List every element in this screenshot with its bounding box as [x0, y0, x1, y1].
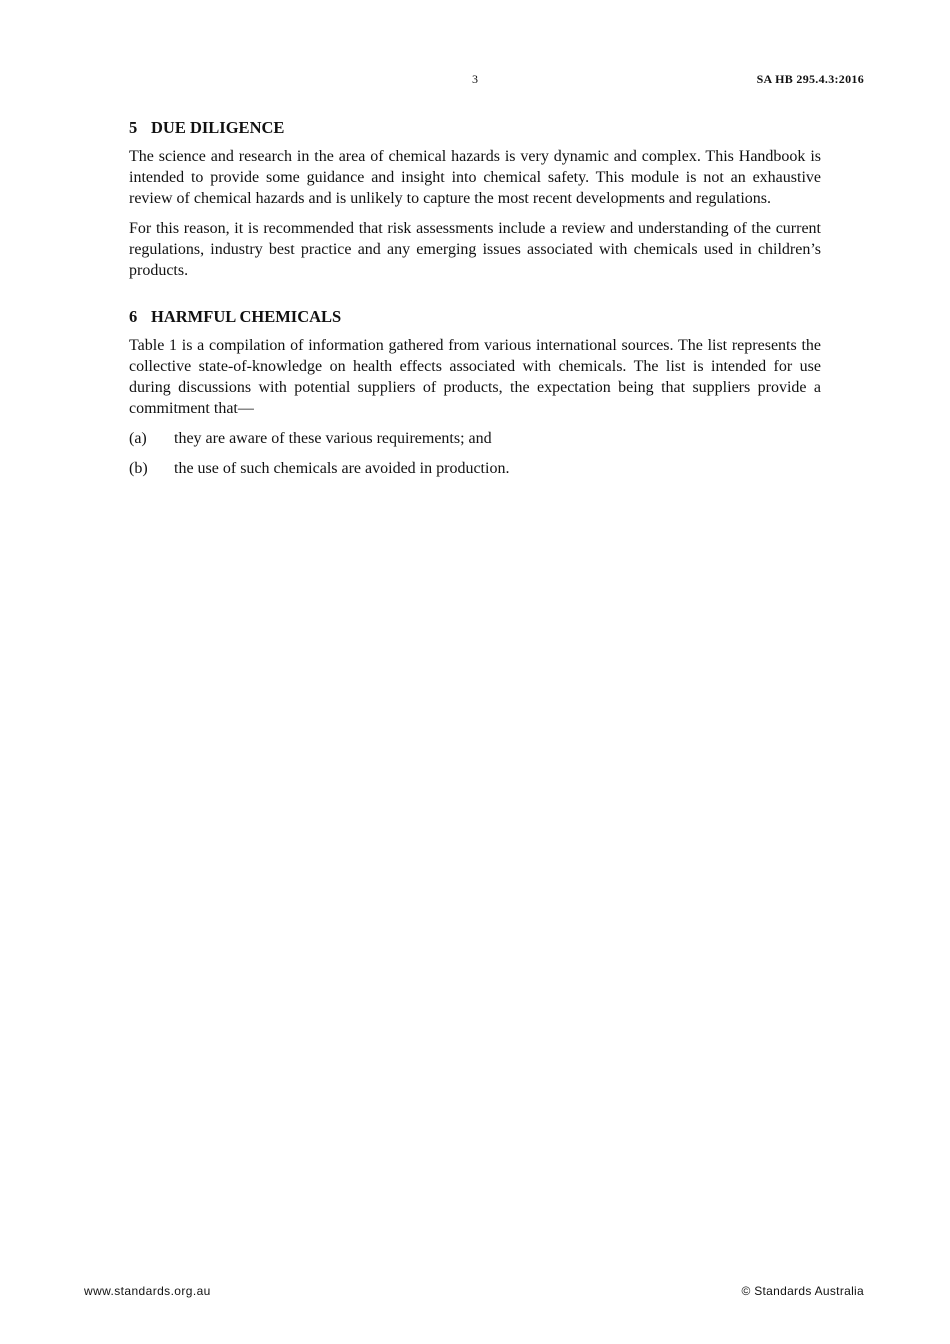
list-marker: (b): [129, 460, 148, 477]
footer-website-link[interactable]: www.standards.org.au: [84, 1284, 211, 1298]
document-code: SA HB 295.4.3:2016: [756, 72, 864, 86]
list-item: [129, 428, 821, 449]
section-number: 5: [129, 118, 138, 137]
paragraph: Table 1 is a compilation of information gathered from various international sources. The list represents the collective state-of-knowledge on health effects associated with chemicals. The list is intended for use during discussions with potential suppliers of products, the expectation being that suppliers provide a commitment that—: [129, 337, 821, 417]
list-marker: (a): [129, 430, 147, 447]
list-text: the use of such chemicals are avoided in production.: [174, 460, 510, 477]
paragraph: The science and research in the area of chemical hazards is very dynamic and complex. This Handbook is intended to provide some guidance and insight into chemical safety. This module is not an exhaustive review of chemical hazards and is unlikely to capture the most recent developments and regulations.: [129, 148, 821, 207]
page-number: 3: [472, 72, 478, 86]
section-number: 6: [129, 307, 138, 326]
footer-copyright: © Standards Australia: [741, 1284, 864, 1298]
paragraph: For this reason, it is recommended that risk assessments include a review and understanding of the current regulations, industry best practice and any emerging issues associated with chemicals used in children’s products.: [129, 220, 821, 279]
section-5-heading: [129, 118, 821, 138]
section-title: HARMFUL CHEMICALS: [151, 307, 342, 326]
section-6-heading: [129, 307, 821, 327]
list-item: [129, 458, 821, 479]
list-text: they are aware of these various requirements; and: [174, 430, 492, 447]
section-spacer: [129, 290, 821, 307]
section-title: DUE DILIGENCE: [151, 118, 285, 137]
document-body: [129, 118, 821, 488]
